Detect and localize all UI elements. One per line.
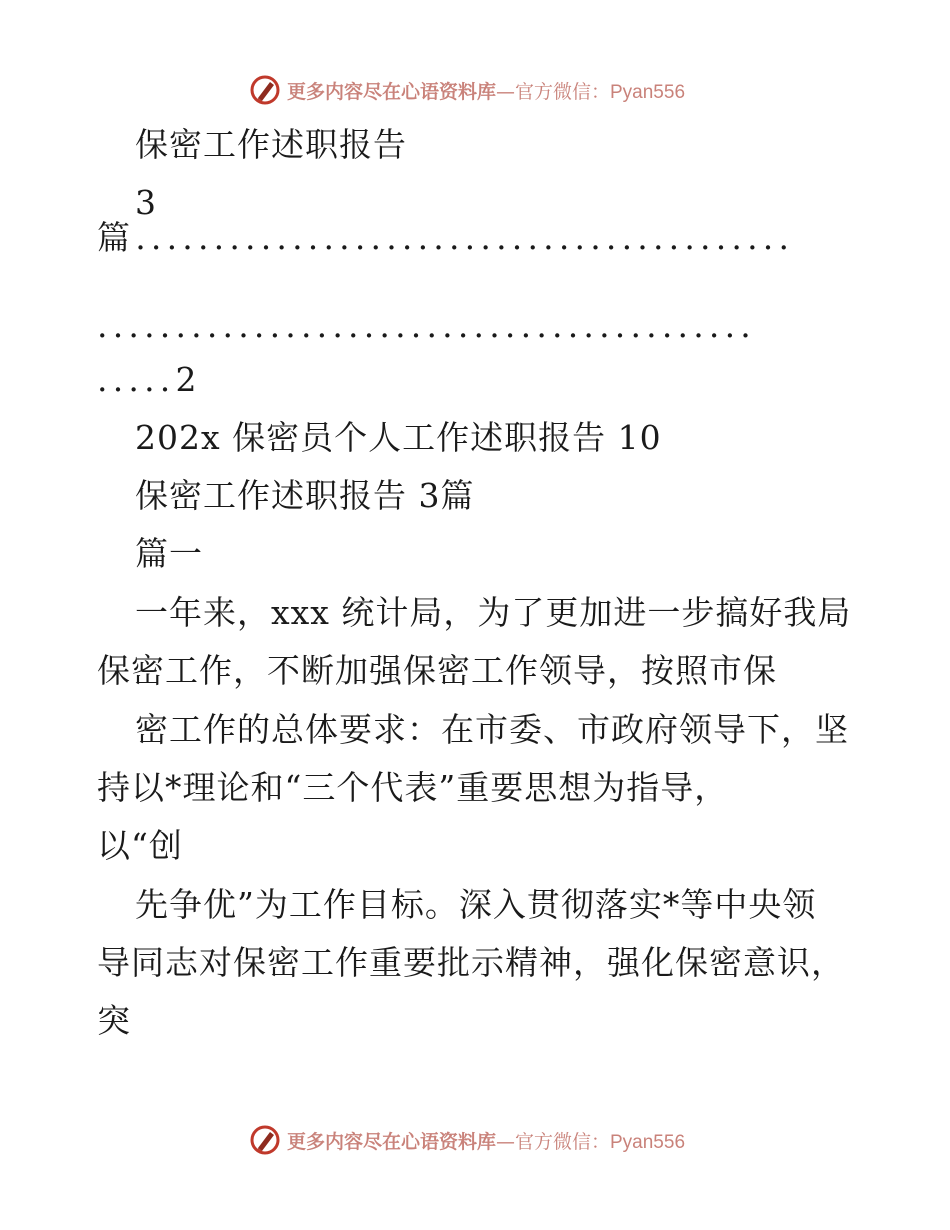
- pen-logo-icon: [249, 74, 281, 106]
- paragraph-line-4: 持以*理论和“三个代表”重要思想为指导，: [97, 768, 729, 807]
- paragraph-line-5: 以“创: [97, 826, 183, 865]
- watermark-group: [249, 74, 685, 106]
- paragraph-line-8: 突: [97, 1001, 131, 1040]
- watermark-official: 官方微信：: [514, 1130, 610, 1153]
- paragraph-line-7: 导同志对保密工作重要批示精神，强化保密意识，: [97, 943, 845, 982]
- doc-title: 保密工作述职报告: [135, 125, 407, 164]
- watermark-text: [287, 77, 685, 104]
- paragraph-line-1: 一年来，xxx 统计局，为了更加进一步搞好我局: [135, 593, 852, 632]
- header-watermark: [0, 70, 950, 110]
- paragraph-line-6: 先争优”为工作目标。深入贯彻落实*等中央领: [135, 885, 817, 924]
- toc-dots-line-3: .....2: [97, 360, 202, 399]
- watermark-wechat-id: Pyan556: [610, 1131, 686, 1153]
- watermark-separator: —: [495, 1130, 515, 1153]
- watermark-brand: 更多内容尽在心语资料库: [286, 80, 496, 103]
- watermark-official: 官方微信：: [514, 80, 610, 103]
- watermark-wechat-id: Pyan556: [610, 81, 686, 103]
- pen-logo-icon: [249, 1124, 281, 1156]
- paragraph-line-2: 保密工作，不断加强保密工作领导，按照市保: [97, 651, 777, 690]
- section-title: 保密工作述职报告 3篇: [135, 476, 475, 515]
- watermark-text: [287, 1127, 685, 1154]
- toc-dots-line-1: 篇..........................................: [97, 218, 795, 257]
- doc-line-2: 3: [135, 183, 157, 222]
- toc-dots-line-2: ..........................................: [97, 306, 756, 345]
- footer-watermark: [0, 1120, 950, 1160]
- toc-entry: 202x 保密员个人工作述职报告 10: [135, 418, 662, 457]
- part-heading: 篇一: [135, 534, 203, 573]
- watermark-brand: 更多内容尽在心语资料库: [286, 1130, 496, 1153]
- paragraph-line-3: 密工作的总体要求：在市委、市政府领导下，坚: [135, 710, 849, 749]
- watermark-group: [249, 1124, 685, 1156]
- watermark-separator: —: [495, 80, 515, 103]
